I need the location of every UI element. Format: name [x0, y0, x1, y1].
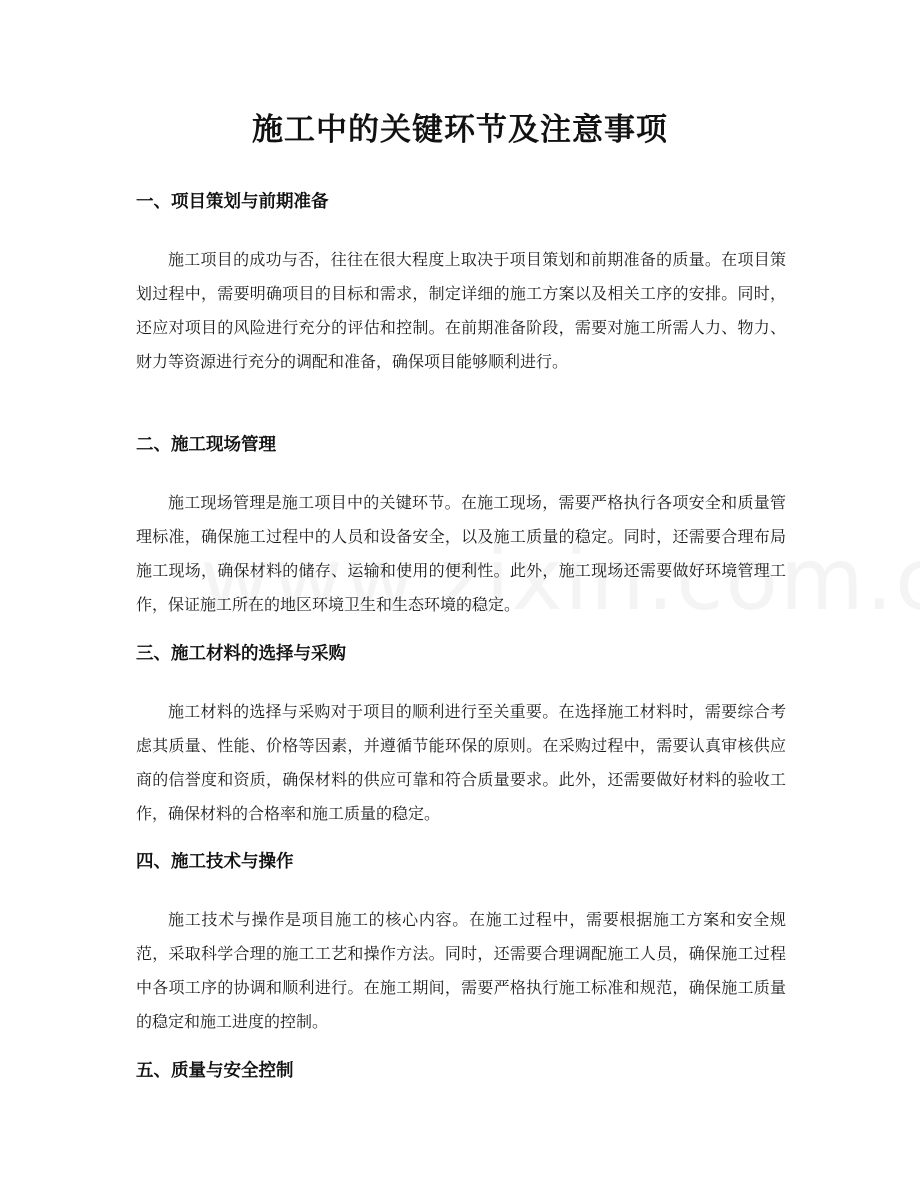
section-paragraph: 施工技术与操作是项目施工的核心内容。在施工过程中，需要根据施工方案和安全规范，采取科学合理的施工工艺和操作方法。同时，还需要合理调配施工人员，确保施工过程中各项工序的协调和顺利进行。在施工期间，需要严格执行施工标准和规范，确保施工质量的稳定和施工进度的控制。	[136, 910, 786, 1031]
document-title: 施工中的关键环节及注意事项	[252, 112, 668, 148]
section-paragraph: 施工材料的选择与采购对于项目的顺利进行至关重要。在选择施工材料时，需要综合考虑其质量、性能、价格等因素，并遵循节能环保的原则。在采购过程中，需要认真审核供应商的信誉度和资质，确保材料的供应可靠和符合质量要求。此外，还需要做好材料的验收工作，确保材料的合格率和施工质量的稳定。	[136, 702, 786, 823]
section-heading: 一、项目策划与前期准备	[136, 192, 329, 212]
section-paragraph: 施工现场管理是施工项目中的关键环节。在施工现场，需要严格执行各项安全和质量管理标准，确保施工过程中的人员和设备安全，以及施工质量的稳定。同时，还需要合理布局施工现场，确保材料的储存、运输和使用的便利性。此外，施工现场还需要做好环境管理工作，保证施工所在的地区环境卫生和生态环境的稳定。	[136, 493, 786, 614]
section-heading: 四、施工技术与操作	[136, 852, 294, 872]
section-3	[136, 641, 786, 831]
section-paragraph: 施工项目的成功与否，往往在很大程度上取决于项目策划和前期准备的质量。在项目策划过程中，需要明确项目的目标和需求，制定详细的施工方案以及相关工序的安排。同时，还应对项目的风险进行充分的评估和控制。在前期准备阶段，需要对施工所需人力、物力、财力等资源进行充分的调配和准备，确保项目能够顺利进行。	[136, 250, 786, 371]
section-2	[136, 432, 786, 622]
section-heading: 五、质量与安全控制	[136, 1061, 294, 1081]
section-heading: 二、施工现场管理	[136, 435, 276, 455]
section-5	[136, 1058, 786, 1084]
section-4	[136, 849, 786, 1039]
section-heading: 三、施工材料的选择与采购	[136, 644, 346, 664]
section-1	[136, 189, 786, 379]
